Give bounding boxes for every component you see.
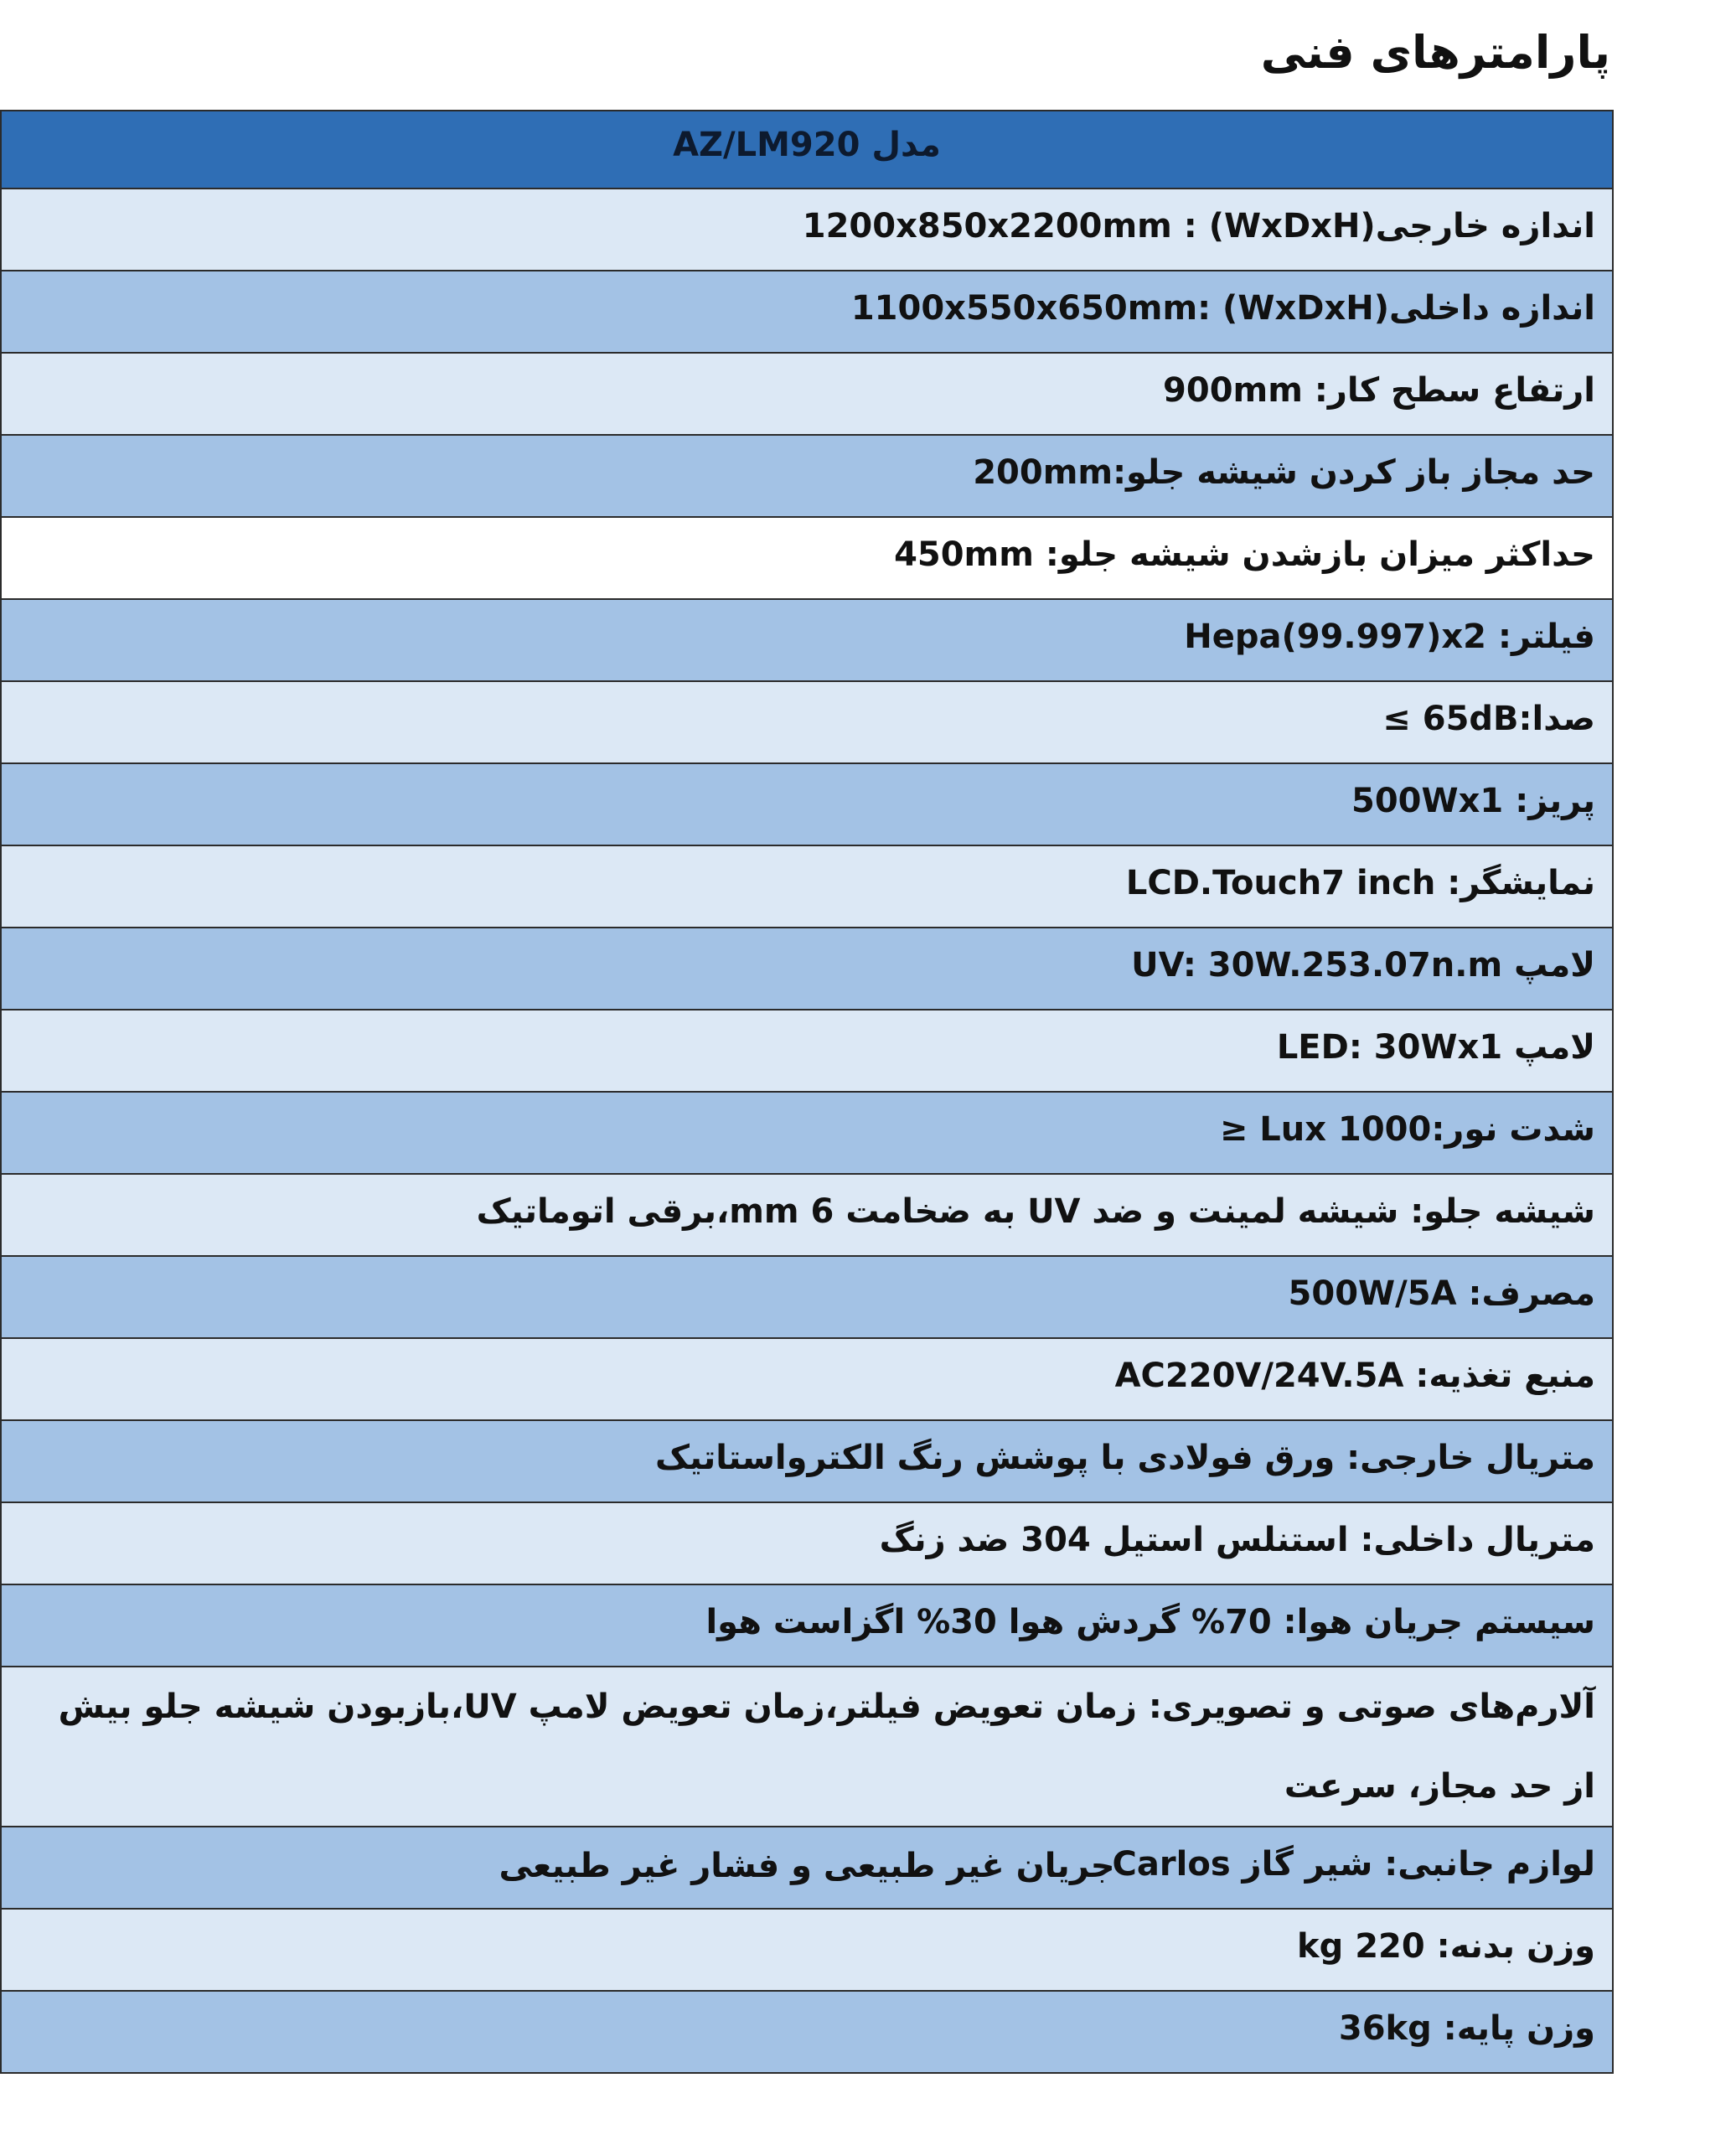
table-header-model: مدل AZ/LM920 <box>2 111 1612 189</box>
table-row: متریال داخلی: استنلس استیل 304 ضد زنگ <box>2 1503 1612 1585</box>
table-row: سیستم جریان هوا: 70% گردش هوا 30% اگزاست هوا <box>2 1585 1612 1667</box>
alarms-line-2: جریان غیر طبیعی و فشار غیر طبیعی <box>499 1847 1115 1885</box>
table-row: نمایشگر: LCD.Touch7 inch <box>2 846 1612 928</box>
table-row: حد مجاز باز کردن شیشه جلو:200mm <box>2 436 1612 518</box>
alarms-line-1: آلارم‌های صوتی و تصویری: زمان تعویض فیلتر،زمان تعویض لامپ UV،بازبودن شیشه جلو بیش از حد مجاز، سرعت <box>58 1688 1595 1806</box>
table-row: وزن پایه: 36kg <box>2 1992 1612 2074</box>
table-row: شدت نور:1000 Lux ≤ <box>2 1093 1612 1175</box>
table-row: فیلتر: Hepa(99.997)x2 <box>2 600 1612 682</box>
table-row: اندازه داخلی(WxDxH) :1100x550x650mm <box>2 271 1612 354</box>
page-title: پارامترهای فنی <box>1260 26 1610 79</box>
table-row: ارتفاع سطح کار: 900mm <box>2 354 1612 436</box>
table-row: لامپ LED: 30Wx1 <box>2 1010 1612 1093</box>
table-row: وزن بدنه: 220 kg <box>2 1910 1612 1992</box>
table-row: لامپ UV: 30W.253.07n.m <box>2 928 1612 1010</box>
table-row: شیشه جلو: شیشه لمینت و ضد UV به ضخامت 6 mm،برقی اتوماتیک <box>2 1175 1612 1257</box>
table-row: مصرف: 500W/5A <box>2 1257 1612 1339</box>
table-row: لوازم جانبی: شیر گاز Carlos <box>2 1827 1612 1910</box>
spec-table <box>0 110 1614 2074</box>
table-row: منبع تغذیه: AC220V/24V.5A <box>2 1339 1612 1421</box>
table-row: متریال خارجی: ورق فولادی با پوشش رنگ الکترواستاتیک <box>2 1421 1612 1503</box>
table-row: حداکثر میزان بازشدن شیشه جلو: 450mm <box>2 518 1612 600</box>
table-row: پریز: 500Wx1 <box>2 764 1612 846</box>
table-row: اندازه خارجی(WxDxH) : 1200x850x2200mm <box>2 189 1612 271</box>
table-row: صدا:65dB ≥ <box>2 682 1612 764</box>
